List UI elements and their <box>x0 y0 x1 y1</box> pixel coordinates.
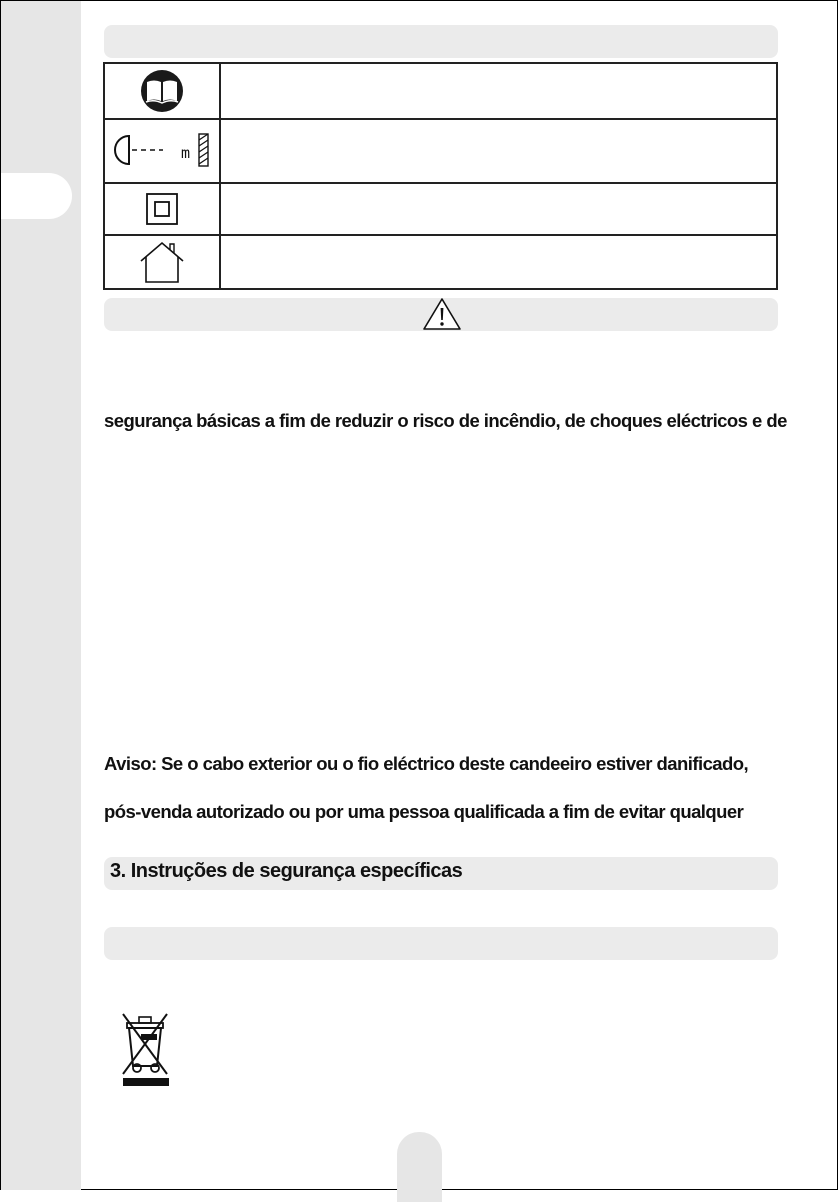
crossed-bin-icon <box>115 1008 175 1088</box>
symbol-row <box>105 236 776 288</box>
body-text-line: segurança básicas a fim de reduzir o risco de incêndio, de choques eléctricos e de <box>104 410 787 431</box>
section-title: 3. Instruções de segurança específicas <box>110 860 463 882</box>
warning-header-bar <box>104 298 778 331</box>
body-text-line: Aviso: Se o cabo exterior ou o fio eléctrico deste candeeiro estiver danificado, <box>104 753 749 774</box>
symbol-description <box>223 64 776 118</box>
side-language-tab <box>1 173 72 219</box>
manual-book-icon <box>132 68 192 114</box>
indoor-house-icon <box>137 239 187 285</box>
disposal-header-bar <box>104 927 778 960</box>
symbol-description <box>223 120 776 182</box>
symbol-row <box>105 64 776 120</box>
symbols-header-bar <box>104 25 778 58</box>
distance-unit-label: m <box>181 144 191 162</box>
body-text-line: pós-venda autorizado ou por uma pessoa qualificada a fim de evitar qualquer <box>104 801 744 822</box>
symbol-description <box>223 236 776 288</box>
symbol-row <box>105 184 776 236</box>
symbol-row <box>105 120 776 184</box>
double-insulation-icon <box>142 189 182 229</box>
symbols-table <box>103 62 778 290</box>
warning-triangle-icon <box>422 297 462 331</box>
symbol-description <box>223 184 776 234</box>
distance-lamp-icon <box>105 120 217 180</box>
